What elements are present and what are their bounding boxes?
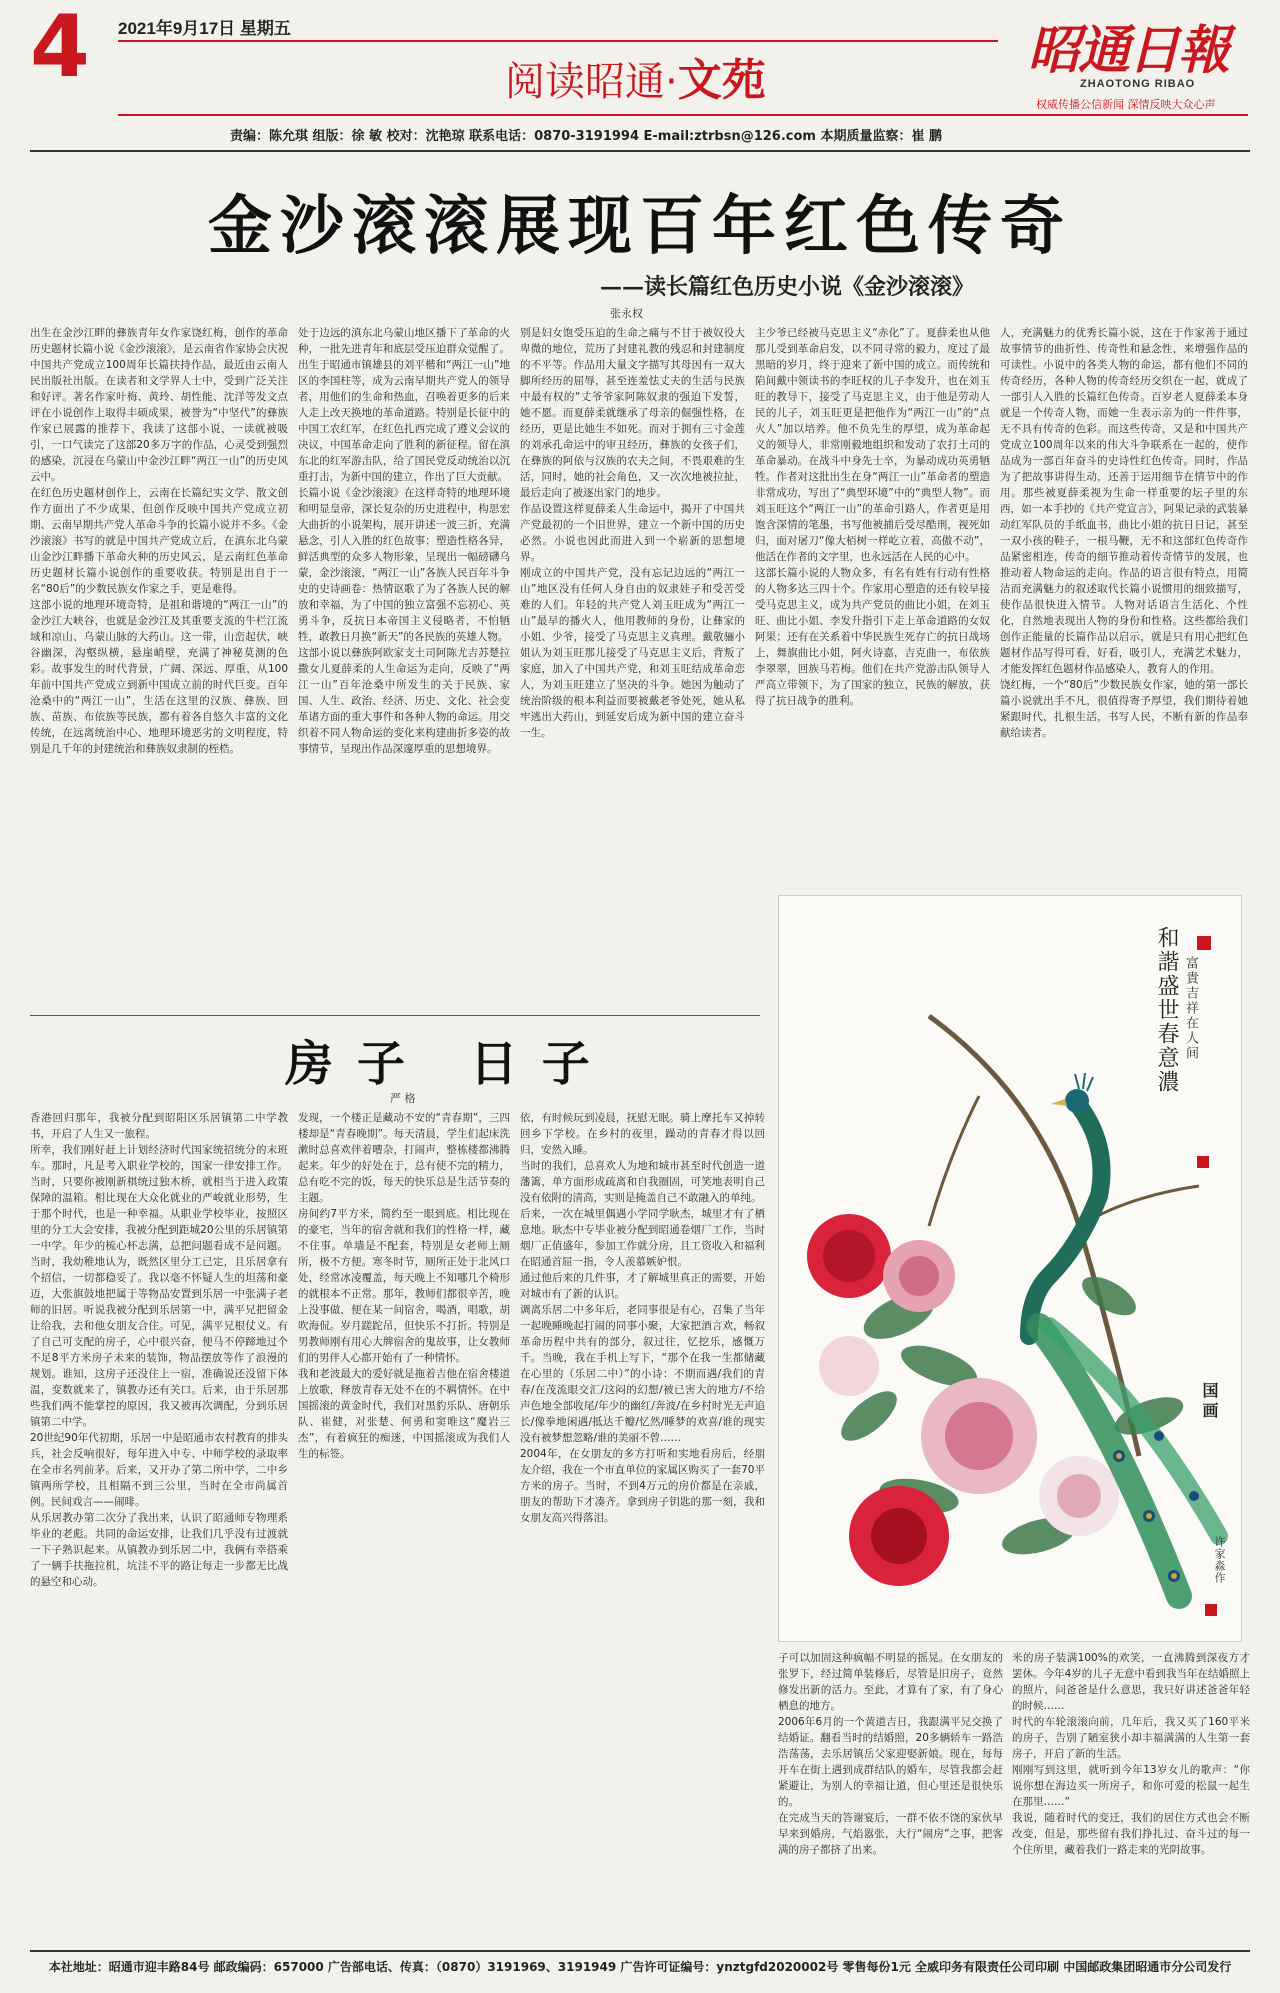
issue-date: 2021年9月17日 星期五 [118, 19, 291, 38]
section-banner [505, 44, 825, 106]
article1-column-1: 出生在金沙江畔的彝族青年女作家饶红梅，创作的革命历史题材长篇小说《金沙滚滚》，是云南省作家协会庆祝中国共产党成立100周年长篇扶持作品，最近由云南人民出版社出版。在读者和文学界人士中，受到广泛关注和好评。著名作家叶梅、黄玲、胡性能、沈洋等发文点评在小说创作上取得丰硕成果，被誉为“中坚代”的彝族作家已展露的推荐下，我读了这部小说，一读就被吸引，一口气读完了这部20多万字的作品，心灵受到强烈的感染，沉浸在乌蒙山中金沙江畔“两江一山”的历史风云中。 在红色历史题材创作上，云南在长篇纪实文学、散文创作方面出了不少成果，但创作反映中国共产党成立初期、云南早期共产党人革命斗争的长篇小说并不多。《金沙滚滚》书写的就是中国共产党成立后，在滇东北乌蒙山金沙江畔播下革命火种的历史风云，是云南红色革命历史题材长篇小说创作的重要收获。特别是出自于一名“80后”的少数民族女作家之手，更是难得。 这部小说的地理环境奇特，是祖和谐境的“两江一山”的金沙江大峡谷，也就是金沙江及其重要支流的牛栏江流域和凉山、乌蒙山脉的大药山。这一带，山峦起伏，峡谷幽深，沟壑纵横，悬崖峭壁，充满了神秘莫测的色彩。故事发生的时代背景，广阔、深远、厚重，从100年前中国共产党成立到新中国成立前的时代巨变。百年沧桑中的“两江一山”，生活在这里的汉族、彝族、回族、苗族、布依族等民族，都有着各自悠久丰富的文化传统，在远离统治中心、地理环境恶劣的文明程度，特别是几千年的封建统治和彝族奴隶制的桎梏。 [30, 327, 288, 755]
article2-column-5: 米的房子装满100%的欢笑，一直沸腾到深夜方才罢休。今年4岁的儿子无意中看到我当年在结婚照上的照片，问爸爸是什么意思，我只好讲述爸爸年轻的时候…… 时代的车轮滚滚向前，几年后，我又买了160平米的房子，告别了陋室狭小却丰福满满的人生第一套房子，开启了新的生活。 刚刚写到这里，就听到今年13岁女儿的歌声：“你说你想在海边买一所房子，和你可爱的松鼠一起生在那里……” 我说，随着时代的变迁，我们的居住方式也会不断改变，但是，那些留有我们挣扎过、奋斗过的每一个住所里，藏着我们一路走来的光阴故事。 [1012, 1652, 1250, 1856]
section-prefix: 阅读昭通· [505, 59, 678, 105]
article1-headline: 金沙滚滚展现百年红色传奇 [208, 189, 1072, 264]
article1-column-2: 处于边远的滇东北乌蒙山地区播下了革命的火种，一批先进青年和底层受压迫群众觉醒了。出生于昭通市镇雄县的刘平楷和“两江一山”地区的李国柱等，成为云南早期共产党人的领导者，用他们的生命和热血，召唤着更多的后来人走上改天换地的革命道路。特别是长征中的中国工农红军，在红色扎西完成了遵义会议的决议，中国革命走向了胜利的新征程。留在滇东北的红军游击队，给了国民党反动统治以沉重打击，为新中国的建立，作出了巨大贡献。 长篇小说《金沙滚滚》在这样奇特的地理环境和明显皇帝，深长复杂的历史进程中，构思宏大曲折的小说架构，展开讲述一波三折，充满悬念，引人入胜的红色故事；塑造性格各异，鲜活典型的众多人物形象，呈现出一幅磅礴乌蒙，金沙滚滚，“两江一山”各族人民百年斗争史的史诗画卷：热情讴歌了为了各族人民的解放和幸福，为了中国的独立富强不忘初心、英勇斗争，反抗日本帝国主义侵略者，不怕牺牲，敢教日月换“新天”的各民族的英雄人物。 这部小说以彝族阿欧家支土司阿陈尤吉苏楚拉撒女儿夏薛柔的人生命运为走向，反映了“两江一山”百年沧桑中所发生的关于民族、家国、人生、政治、经济、历史、文化、社会变革诸方面的重大事件和各种人物的命运。用交织着不同人物命运的变化来构建曲折多姿的故事情节，呈现出作品深邃厚重的思想境界。 [298, 327, 510, 755]
paper-english-name: ZHAOTONG RIBAO [1080, 78, 1196, 90]
paper-logo: 昭通日報 [1028, 20, 1229, 81]
editorial-credits: 责编：陈允琪 组版：徐 敏 校对：沈艳琼 联系电话：0870-3191994 E-mail:ztrbsn@126.com 本期质量监察：崔 鹏 [230, 129, 943, 144]
article2-column-3: 依，有时候玩到凌晨，抚慰无眠。骑上摩托车又掉转回乡下学校。在乡村的夜里，躁动的青春才得以回归，安然入睡。 当时的我们，总喜欢人为地和城市甚至时代创造一道藩篱，单方面形成疏离和自我圈固，可笑地表明自己没有依附的清高，实则是掩盖自己不敢融入的单纯。 后来，一次在城里偶遇小学同学耿杰，城里才有了栖息地。耿杰中专毕业被分配到昭通卷烟厂工作，当时烟厂正值盛年，参加工作就分房，且工资收入和福利在昭通首屈一指，令人羡慕嫉妒恨。 通过他后来的几件事，才了解城里真正的需要，开始对城市有了新的认识。 调离乐居二中多年后，老同事很是有心，召集了当年一起晚睡晚起打闹的同事小聚，大家把酒言欢，畅叙革命历程中共有的部分，叙过往，忆挖乐，感慨万千。当晚，我在手机上写下，“那个在我一生都储藏在心里的（乐居二中）”的小诗：不期而遇/我们的青春/在茂流眼交汇/这闷的幻想/被已害大的地方/不给声色地全部收尾/年少的幽红/奔波/在乡村时光无声追长/像拳地闲遇/抵达千瓣/忆然/睡梦的欢喜/谁的现实没有被梦想忽略/谁的美丽不曾…… 2004年，在女朋友的多方打听和实地看房后，经朋友介绍，我在一个市直单位的家属区购买了一套70平方米的房子。当时，不到4万元的房价都是在亲戚，朋友的帮助下才凑齐。拿到房子钥匙的那一刻，我和女朋友高兴得落泪。 [520, 1112, 765, 1524]
masthead-rule-bottom [118, 114, 1248, 116]
article1-column-4: 主少爷已经被马克思主义“赤化”了。夏薛柔也从他那儿受到革命启发，以不同寻常的毅力，度过了最黑暗的岁月，终于迎来了新中国的成立。而传统和陷间戴中领读书的李旺权的儿子李发升，也在刘玉旺的教导下，接受了马克思主义，由于他是劳动人民的儿子，刘玉旺更是把他作为“两江一山”的“点火人”加以培养。他不负先生的厚望，成为革命起义的领导人，非常刚毅地组织和发动了农打土司的革命暴动。在战斗中身先士卒，为暴动成功英勇牺牲。作者对这批出生在身“两江一山”革命者的塑造非常成功，写出了“典型环境”中的“典型人物”。而刘玉旺这个“两江一山”的革命引路人，作者更是用饱含深情的笔墨，书写他被捕后受尽酷刑，视死如归，面对屠刀“像大栢树一样屹立着，高傲不动”，他活在作者的文字里，也永远活在人民的心中。 这部长篇小说的人物众多，有名有姓有行动有性格的人物多达三四十个。作家用心塑造的还有较早接受马克思主义，成为共产党员的曲比小姐，在刘玉旺、曲比小姐、李发升指引下走上革命道路的女奴阿果；还有在关系着中华民族生死存亡的抗日战场上，舞旗曲比小姐，阿火诗嘉，吉克曲一，布依族李翠翠，回族马若梅。他们在共产党游击队领导人严高立带领下，为了国家的独立，民族的解放，获得了抗日战争的胜利。 [755, 327, 990, 707]
painting-inscription-2: 富貴吉祥在人间 [1183, 956, 1198, 1061]
painting-label: 国画 [1200, 1382, 1219, 1422]
article1-byline: 张永权 [610, 307, 643, 320]
footer-rule [30, 1950, 1250, 1952]
paper-slogan: 权威传播公信新闻 深情反映大众心声 [1036, 98, 1216, 111]
article2-column-1: 香港回归那年，我被分配到昭阳区乐居镇第二中学教书，开启了人生又一旅程。 所幸，我们刚好赶上计划经济时代国家统招统分的末班车。那时，凡是考入职业学校的，国家一律安排工作。当时，只要你被刚新棋统过独木桥，就相当于进入政策保障的温箱。相比现在大众化就业的严峻就业形势，生于那个时代，也是一种幸福。从职业学校毕业，按照区里的分工大会安排，我被分配到距城20公里的乐居镇第一中学。年少的梳心杯志满，总把问题看成不是问题。当时，我幼稚地认为，既然区里分工已定，且乐居拿有个招信，一切都稳妥了。我以毫不怀疑人生的坦荡和豪迈，大张旗鼓地把属于等物品安置到乐居一中张满子老师的旧居。听说我被分配到乐居第一中，满平兄把留金让给我，去和他女朋友合住。可见，满平兄根仗义。有了自己可支配的房子，心中很兴奋，便马不停蹄地过个不足8平方米房子未来的装饰，物品摆放等作了浪漫的规划。谁知，这房子还没住上一宿，准确说还没留下体温，变数就来了，镇教办还有关口。后来，由于乐居那些我们两不能掌控的原因，我又被再次调配，分到乐居镇第二中学。 20世纪90年代初期，乐居一中是昭通市农村教育的排头兵，社会反响很好，每年进入中专、中师学校的录取率在全市名列前茅。后来，又开办了第二所中学，二中乡镇两所学校，且相隔不到三公里，当时在全市尚属首例。民间戏言——闹啡。 从乐居教办第二次分了我出来，认识了昭通师专物理系毕业的老彪。共同的命运安排，让我们几乎没有过渡就一下子熟识起来。从镇教办到乐居二中，我俩有幸搭乘了一辆手扶拖拉机，坑洼不平的路让每走一步都无比战的悬空和心动。 [30, 1112, 288, 1588]
article2-byline: 严 格 [390, 1092, 416, 1105]
article1-column-5: 人，充满魅力的优秀长篇小说，这在于作家善于通过故事情节的曲折性、传奇性和悬念性，来增强作品的可读性。小说中的各类人物的命运，都有他们不同的传奇经历，各种人物的传奇经历交织在一起，就成了一部引人入胜的长篇红色传奇。百岁老人夏薛柔本身就是一个传奇人物，而她一生表示亲为的一件件事，无不具有传奇的色彩。而这些传奇，又是和中国共产党成立100周年以来的伟大斗争联系在一起的，使作品成为一部百年奋斗的史诗性红色传奇。同时，作品为了把故事讲得生动，还善于运用细节在情节中的作用。那些被夏薛柔视为生命一样重要的坛子里的东西，如一本手抄的《共产党宣言》，阿果记录的武装暴动红军队员的手纸血书，曲比小姐的抗日日记，甚至一双小孩的鞋子，一根马鞭，无不和这部红色传奇作品紧密相连，传奇的细节推动着传奇情节的发展，也推动着人物命运的走向。作品的语言很有特点，用简洁而充满魅力的叙述取代长篇小说惯用的细致描写，使作品很快进入情节。人物对话语言生活化、个性化，自然地表现出人物的身份和性格。这些都给我们创作正能量的长篇作品以启示，就是只有用心把红色题材作品写得可看，好看，吸引人，充满艺术魅力，才能发挥红色题材作品感染人，教育人的作用。 饶红梅，一个“80后”少数民族女作家，她的第一部长篇小说就出手不凡，很值得寄予厚望，我们期待着她紧跟时代，扎根生活，书写人民，不断有新的作品奉献给读者。 [1000, 327, 1248, 739]
article2-column-2: 发现，一个楼正是藏动不安的“青春期”，三四楼却是“青春晚期”。每天清晨，学生们起床洗漱时总喜欢伴着嘈杂，打闹声，整栋楼都沸腾起来。年少的好处在于，总有使不完的精力，总有吃不完的饭，每天的快乐总是生活节奏的主题。 房间约7平方米，简约至一眼到底。相比现在的豪宅，当年的宿舍就和我们的性格一样，藏不住事。单墙是不配套，特别是女老师上厕所，极不方便。寒冬时节，厕所正处于北风口处，经常冰凌覆盖，每天晚上不知哪几个椅形的就根本不正常。那年，教师们都很辛苦，晚上没事做，便在某一间宿舍，喝酒，唱歌，胡吹海侃。岁月蹉跎吊，但快乐不打折。特别是男教师刚有用心大牌宿舍的鬼故事，让女教师们的男伴人心都开始有了一种情怀。 我和老波最大的爱好就是拖着吉他在宿舍楼道上放歌，释放青春无处不在的不羁情怀。在中国摇滚的黄金时代，我们对黑豹乐队、唐朝乐队、崔健，对张楚、何勇和窦唯这“魔岩三杰”，有着疯狂的痴迷，中国摇滚成为我们人生的标签。 [298, 1112, 510, 1460]
credits-rule [30, 150, 1250, 152]
painting-inscription-1: 和諧盛世春意濃 [1154, 926, 1179, 1094]
masthead-rule-top [118, 40, 998, 42]
guohua-painting [778, 895, 1242, 1642]
footer-imprint: 本社地址：昭通市迎丰路84号 邮政编码：657000 广告部电话、传真：（0870）3191969、3191949 广告许可证编号：ynztgfd2020002号 零售每份1元 全威印务有限责任公司印刷 中国邮政集团昭通市分公司发行 [48, 1960, 1232, 1974]
article1-subhead: ——读长篇红色历史小说《金沙滚滚》 [600, 274, 975, 300]
article1-column-3: 别是妇女饱受压迫的生命之痛与不甘于被奴役大卑微的地位，荒历了封建礼教的残忍和封建制度的不平等。作品用大量文字描写其母因有一双大脚所经历的屈辱，甚至连羞怯丈夫的生活与民族中最有权的“丈爷爷家阿陈奴隶的强迫下发誓，她不愿。而夏薛柔就继承了母亲的倔强性格，在经历，更是比她生不如死。而对于拥有三寸金莲的刘承孔命运中的审丑经历，彝族的女孩子们，在彝族的阿依与汉族的农夫之间，不畏艰难的生活，同时，她的社会角色，又一次次地被拉扯，最后走向了被逐出家门的地步。 作品设置这样夏薛柔人生命运中，揭开了中国共产党最初的一个旧世界，建立一个新中国的历史必然。小说也因此而进入到一个崭新的思想境界。 刚成立的中国共产党，没有忘记边远的“两江一山”地区没有任何人身自由的奴隶娃子和受苦受难的人们。年轻的共产党人刘玉旺成为“两江一山”最早的播火人，他用教师的身份，让彝家的小姐、少爷，接受了马克思主义真理。戴敬骊小姐认为刘玉旺那儿接受了马克思主义后，背叛了家庭，加入了中国共产党，和刘玉旺结成革命恋人，为刘玉旺建立了坚决的斗争。她因为触动了统治阶级的根本利益而要被戴老爷处死，她从私牢逃出大药山，到延安后成为新中国的建立奋斗一生。 [520, 327, 745, 739]
section-name: 文苑 [677, 55, 766, 106]
article2-title: 房子 日子 [285, 1036, 614, 1092]
article-separator [30, 1015, 760, 1016]
page-number: 4 [30, 0, 90, 97]
painting-signature: 许家淼作 [1213, 1536, 1226, 1584]
article2-column-4: 子可以加固这种疯幅不明显的摇晃。在女朋友的张罗下，经过简单装修后，尽管是旧房子，竟然修发出新的活力。至此，才算有了家，有了身心栖息的地方。 2006年6月的一个黄道吉日，我跟满平兄交换了结婚证。翻看当时的结婚照，20多辆轿车一路浩浩荡荡，去乐居镇岳父家迎娶新娘。现在，每每开车在街上遇到成群结队的婚车，尽管我都会赶紧避让，为别人的幸福让道，但心里还是很快乐的。 在完成当天的答谢宴后，一群不依不饶的家伙早早来到婚房，气焰嚣张，大行“闹房”之事，把客满的房子都挤了出来。 [778, 1652, 1003, 1856]
